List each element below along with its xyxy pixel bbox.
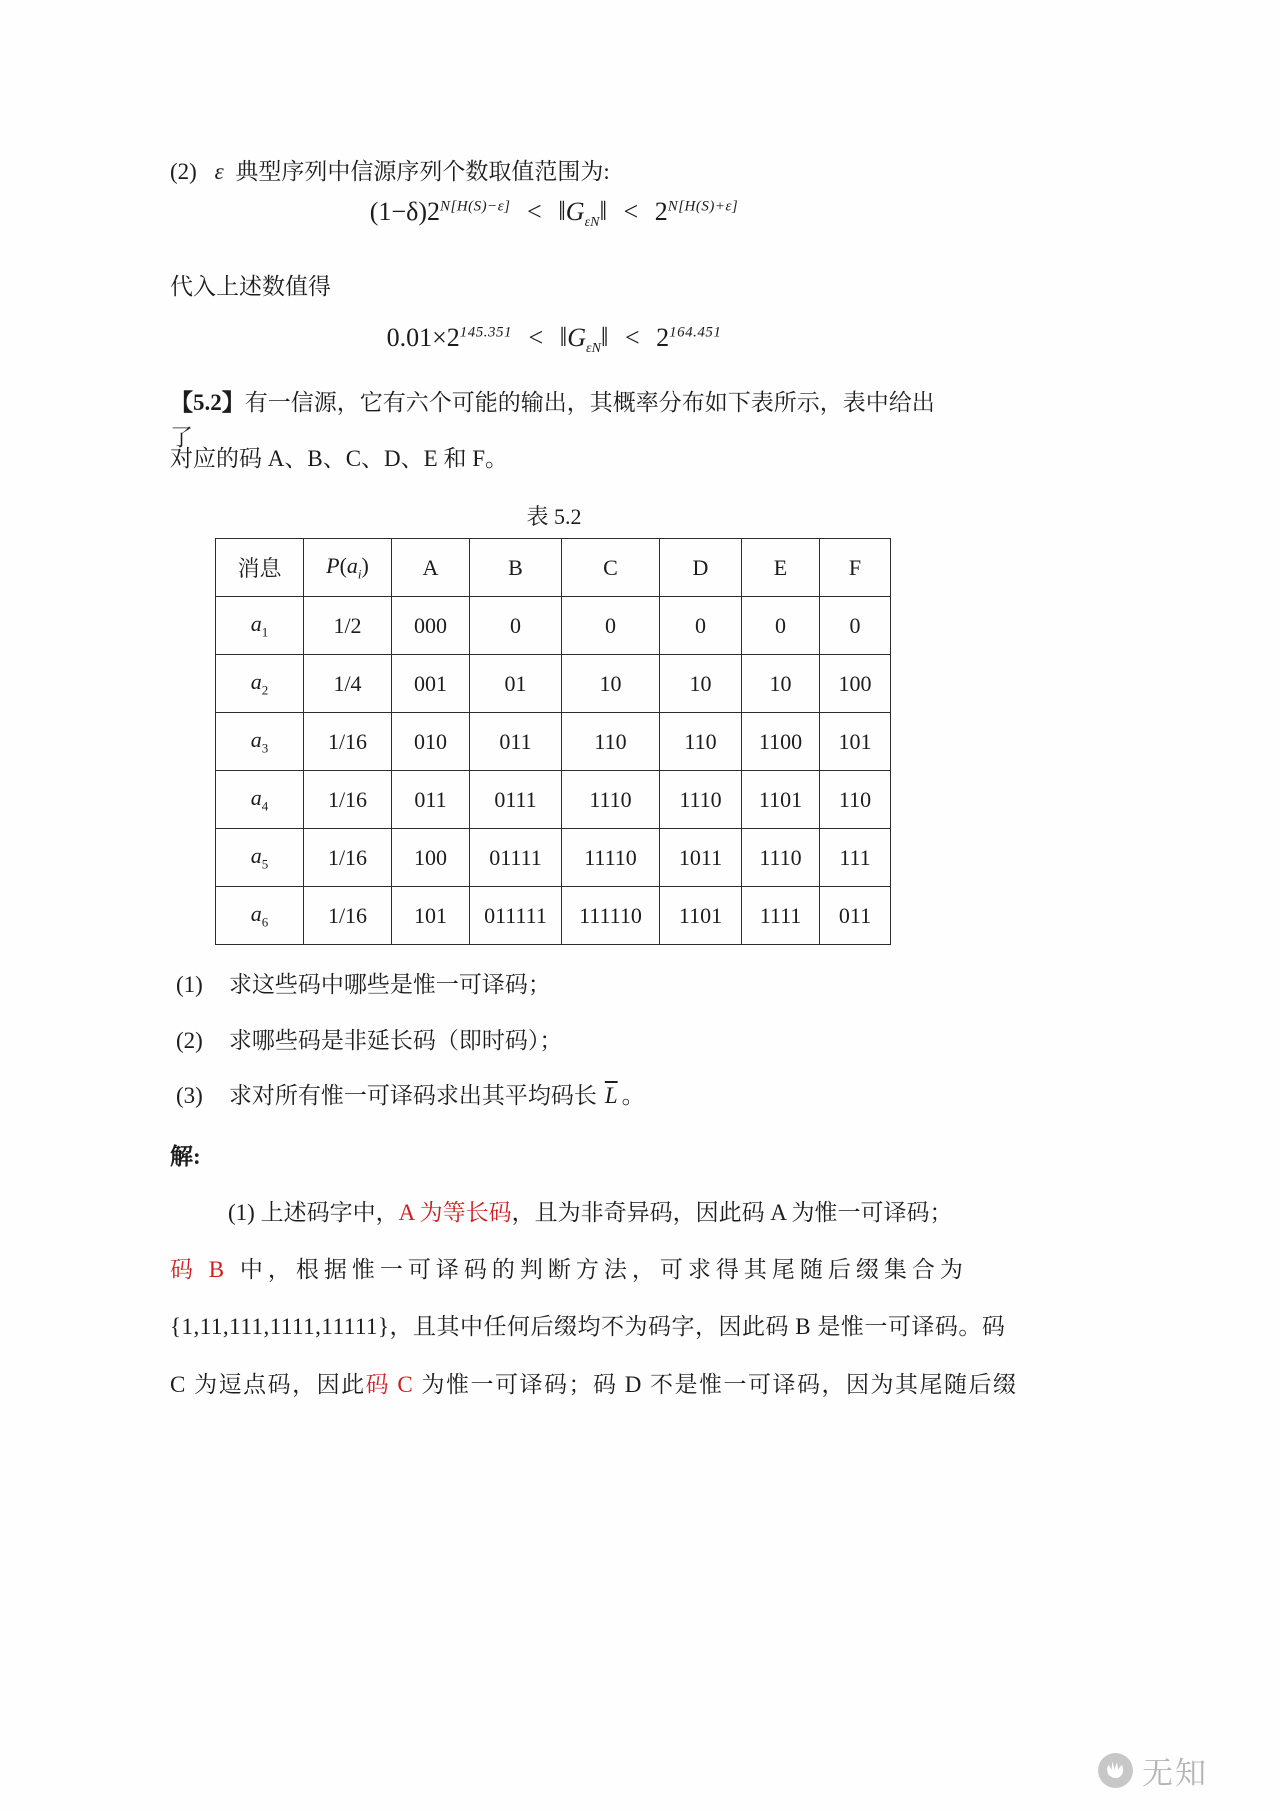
question-text: 求对所有惟一可译码求出其平均码长 xyxy=(228,1083,597,1108)
probability-cell: 1/4 xyxy=(304,655,392,713)
G-symbol: G xyxy=(565,197,585,226)
table-header-row xyxy=(216,539,891,597)
question-3 xyxy=(176,1079,645,1114)
formula-rhs: 2 xyxy=(654,197,668,226)
code-cell: 1101 xyxy=(742,771,820,829)
code-cell: 101 xyxy=(392,887,470,945)
section-heading xyxy=(170,155,610,190)
code-cell: 0 xyxy=(820,597,891,655)
message-symbol: $a_1$ xyxy=(216,597,304,655)
formula-typical-set-range xyxy=(170,196,938,231)
formula-rhs-exponent: N[H(S)+ε] xyxy=(667,198,739,215)
solution-text: (1) 上述码字中， xyxy=(228,1200,399,1225)
formula-rhs-exponent: 164.451 xyxy=(669,324,722,341)
hand-logo-icon xyxy=(1097,1752,1134,1789)
watermark xyxy=(1097,1748,1208,1793)
header-code-A: A xyxy=(392,539,470,597)
code-cell: 011 xyxy=(470,713,562,771)
less-than-sign: < xyxy=(625,323,640,352)
question-1 xyxy=(176,968,551,1003)
epsilon-symbol: ε xyxy=(214,159,224,184)
solution-text: C 为逗点码，因此 xyxy=(170,1372,366,1397)
table-caption: 表 5.2 xyxy=(526,504,582,529)
formula-rhs: 2 xyxy=(656,323,670,352)
question-number: (2) xyxy=(176,1028,203,1053)
code-cell: 111110 xyxy=(562,887,660,945)
code-cell: 10 xyxy=(562,655,660,713)
solution-line-4 xyxy=(170,1368,1018,1403)
code-cell: 11110 xyxy=(562,829,660,887)
question-number: (1) xyxy=(176,972,203,997)
code-cell: 1100 xyxy=(742,713,820,771)
message-symbol: $a_3$ xyxy=(216,713,304,771)
solution-line-1 xyxy=(170,1196,953,1231)
average-length-symbol: $\overline{L}$ xyxy=(604,1083,618,1108)
solution-text: ，且为非奇异码，因此码 A 为惟一可译码； xyxy=(511,1200,953,1225)
norm-bar-open: ‖ xyxy=(558,196,566,226)
code-cell: 01111 xyxy=(470,829,562,887)
solution-label: 解: xyxy=(170,1144,201,1169)
probability-cell: 1/16 xyxy=(304,713,392,771)
solution-text: 为惟一可译码；码 D 不是惟一可译码，因为其尾随后缀 xyxy=(414,1372,1018,1397)
highlight-code-C: 码 C xyxy=(365,1372,415,1397)
code-cell: 011 xyxy=(820,887,891,945)
highlight-code-B: 码 B xyxy=(170,1257,230,1282)
code-cell: 011 xyxy=(392,771,470,829)
message-symbol: $a_2$ xyxy=(216,655,304,713)
solution-text: 中，根据惟一可译码的判断方法，可求得其尾随后缀集合为 xyxy=(229,1257,968,1282)
problem-statement-line2: 对应的码 A、B、C、D、E 和 F。 xyxy=(170,446,508,471)
section-number: (2) xyxy=(170,159,197,184)
section-heading-text: 典型序列中信源序列个数取值范围为: xyxy=(235,159,610,184)
substitute-text: 代入上述数值得 xyxy=(170,274,331,299)
code-cell: 001 xyxy=(392,655,470,713)
G-symbol: G xyxy=(567,323,587,352)
code-cell: 01 xyxy=(470,655,562,713)
formula-lhs: (1−δ)2 xyxy=(369,197,440,226)
code-cell: 10 xyxy=(660,655,742,713)
probability-cell: 1/16 xyxy=(304,771,392,829)
code-cell: 010 xyxy=(392,713,470,771)
code-cell: 1110 xyxy=(742,829,820,887)
table-row xyxy=(216,655,891,713)
highlight-code-A: A 为等长码 xyxy=(398,1200,512,1225)
code-cell: 101 xyxy=(820,713,891,771)
probability-cell: 1/16 xyxy=(304,887,392,945)
formula-lhs-exponent: 145.351 xyxy=(459,324,512,341)
code-table xyxy=(215,538,891,945)
message-symbol: $a_5$ xyxy=(216,829,304,887)
code-cell: 100 xyxy=(820,655,891,713)
probability-cell: 1/16 xyxy=(304,829,392,887)
question-text: 求哪些码是非延长码（即时码）； xyxy=(228,1028,563,1053)
table-row xyxy=(216,597,891,655)
code-cell: 000 xyxy=(392,597,470,655)
table-row xyxy=(216,829,891,887)
G-subscript: εN xyxy=(586,341,601,357)
code-cell: 1101 xyxy=(660,887,742,945)
code-cell: 1110 xyxy=(660,771,742,829)
code-cell: 110 xyxy=(820,771,891,829)
code-cell: 011111 xyxy=(470,887,562,945)
header-code-E: E xyxy=(742,539,820,597)
question-number: (3) xyxy=(176,1083,203,1108)
code-cell: 0 xyxy=(660,597,742,655)
code-cell: 1110 xyxy=(562,771,660,829)
question-suffix: 。 xyxy=(621,1083,645,1108)
formula-numeric-range xyxy=(170,322,938,357)
table-row xyxy=(216,713,891,771)
formula-lhs: 0.01×2 xyxy=(386,323,460,352)
code-cell: 1111 xyxy=(742,887,820,945)
less-than-sign: < xyxy=(528,323,544,352)
G-subscript: εN xyxy=(584,215,600,231)
problem-number: 【5.2】 xyxy=(170,390,245,415)
header-code-B: B xyxy=(470,539,562,597)
norm-bar-close: ‖ xyxy=(600,322,609,352)
watermark-text: 无知 xyxy=(1142,1756,1208,1791)
header-code-D: D xyxy=(660,539,742,597)
header-message: 消息 xyxy=(216,539,304,597)
code-cell: 0111 xyxy=(470,771,562,829)
solution-line-2 xyxy=(170,1253,968,1288)
less-than-sign: < xyxy=(623,197,639,226)
code-cell: 0 xyxy=(562,597,660,655)
code-cell: 0 xyxy=(742,597,820,655)
code-cell: 0 xyxy=(470,597,562,655)
problem-text: 有一信源，它有六个可能的输出，其概率分布如下表所示，表中给出了 xyxy=(170,390,935,450)
code-cell: 1011 xyxy=(660,829,742,887)
table-row xyxy=(216,887,891,945)
code-cell: 10 xyxy=(742,655,820,713)
question-text: 求这些码中哪些是惟一可译码； xyxy=(228,972,551,997)
solution-line-3: {1,11,111,1111,11111}，且其中任何后缀均不为码字，因此码 B 是惟一可译码。码 xyxy=(170,1314,1006,1339)
message-symbol: $a_4$ xyxy=(216,771,304,829)
header-probability: $P(a_i)$ xyxy=(304,539,392,597)
header-code-F: F xyxy=(820,539,891,597)
header-code-C: C xyxy=(562,539,660,597)
formula-lhs-exponent: N[H(S)−ε] xyxy=(439,198,511,215)
code-cell: 110 xyxy=(562,713,660,771)
code-cell: 100 xyxy=(392,829,470,887)
less-than-sign: < xyxy=(527,197,542,226)
code-cell: 111 xyxy=(820,829,891,887)
norm-bar-open: ‖ xyxy=(559,322,568,352)
question-2 xyxy=(176,1024,562,1059)
norm-bar-close: ‖ xyxy=(599,196,608,226)
probability-cell: 1/2 xyxy=(304,597,392,655)
message-symbol: $a_6$ xyxy=(216,887,304,945)
table-row xyxy=(216,771,891,829)
code-cell: 110 xyxy=(660,713,742,771)
